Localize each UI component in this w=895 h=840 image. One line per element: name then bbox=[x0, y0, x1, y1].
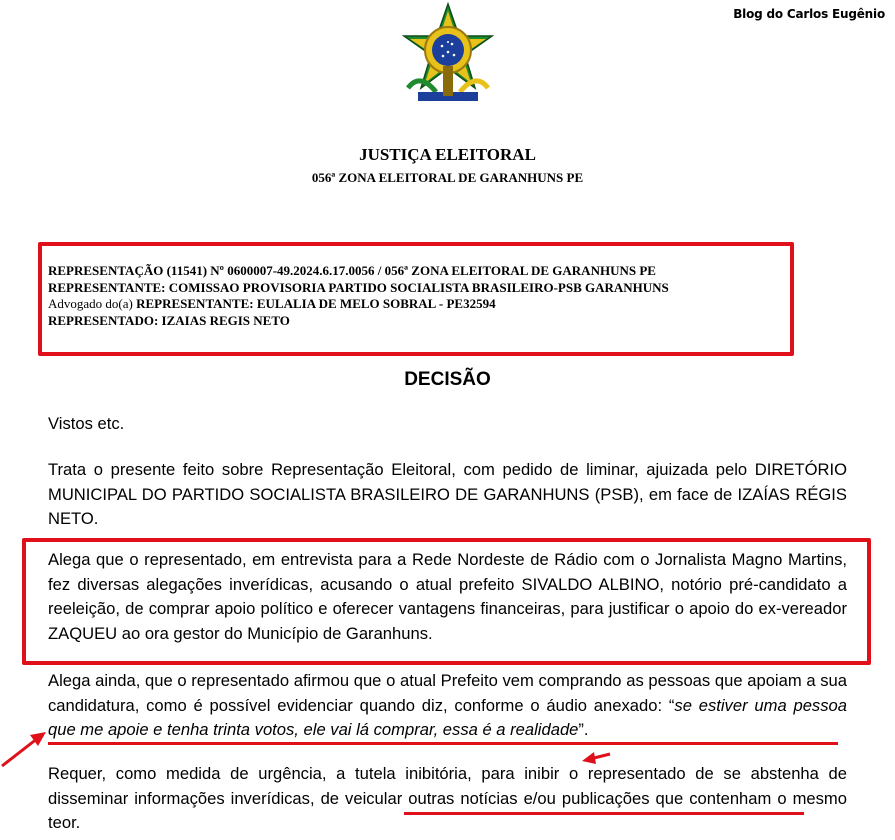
case-lawyer-name: REPRESENTANTE: EULALIA DE MELO SOBRAL - PE32594 bbox=[136, 296, 496, 311]
watermark: Blog do Carlos Eugênio bbox=[733, 7, 885, 21]
quote-intro: Alega ainda, que o representado afirmou que o atual Prefeito vem comprando as pessoas que apoiam a sua candidatura, como é possível evidenciar quando diz, conforme o áudio anexado: bbox=[48, 671, 847, 715]
quoted-speech: se estiver uma pessoa que me apoie e tenha trinta votos, ele vai lá comprar, essa é a realidade bbox=[48, 695, 847, 739]
case-plaintiff: REPRESENTANTE: COMISSAO PROVISORIA PARTIDO SOCIALISTA BRASILEIRO-PSB GARANHUNS bbox=[48, 279, 669, 295]
paragraph-summary: Trata o presente feito sobre Representação Eleitoral, com pedido de liminar, ajuizada pelo DIRETÓRIO MUNICIPAL DO PARTIDO SOCIALISTA BRASILEIRO DE GARANHUNS (PSB), em face de IZAÍAS RÉGIS NETO. bbox=[48, 460, 847, 528]
left-arrow-icon bbox=[2, 732, 46, 766]
paragraph-allegation: Alega que o representado, em entrevista para a Rede Nordeste de Rádio com o Jornalista Magno Martins, fez diversas alegações inverídicas, acusando o atual prefeito SIVALDO ALBINO, notório pré-candidato a reeleição, de comprar apoio político e oferecer vantagens financeiras, para justificar o apoio do ex-vereador ZAQUEU ao ora gestor do Município de Garanhuns. bbox=[48, 550, 847, 643]
paragraph-quote bbox=[48, 669, 847, 743]
request-end: que contenham o mesmo teor. bbox=[48, 788, 847, 832]
case-lawyer-prefix: Advogado do(a) bbox=[48, 296, 137, 311]
quote-underline bbox=[48, 742, 838, 745]
quote-close: ”. bbox=[578, 720, 589, 739]
request-highlight: de veicular outras notícias e/ou publicações bbox=[320, 788, 650, 808]
paragraph-vistos: Vistos etc. bbox=[48, 414, 125, 433]
case-lawyer bbox=[48, 296, 788, 313]
case-info bbox=[48, 263, 788, 329]
brazil-coat-of-arms-icon bbox=[402, 2, 494, 106]
case-number: REPRESENTAÇÃO (11541) Nº 0600007-49.2024.6.17.0056 / 056ª ZONA ELEITORAL DE GARANHUNS PE bbox=[48, 263, 656, 278]
request-underline bbox=[404, 812, 804, 815]
paragraph-request bbox=[48, 762, 847, 836]
case-defendant: REPRESENTADO: IZAIAS REGIS NETO bbox=[48, 312, 290, 328]
court-title: JUSTIÇA ELEITORAL bbox=[359, 145, 536, 164]
request-text: Requer, como medida de urgência, a tutela inibitória, para inibir o representado de se abstenha de disseminar informações inverídicas, bbox=[48, 764, 847, 808]
quote-open: “ bbox=[668, 695, 675, 715]
decision-title: DECISÃO bbox=[404, 369, 491, 390]
court-zone: 056ª ZONA ELEITORAL DE GARANHUNS PE bbox=[311, 170, 584, 185]
